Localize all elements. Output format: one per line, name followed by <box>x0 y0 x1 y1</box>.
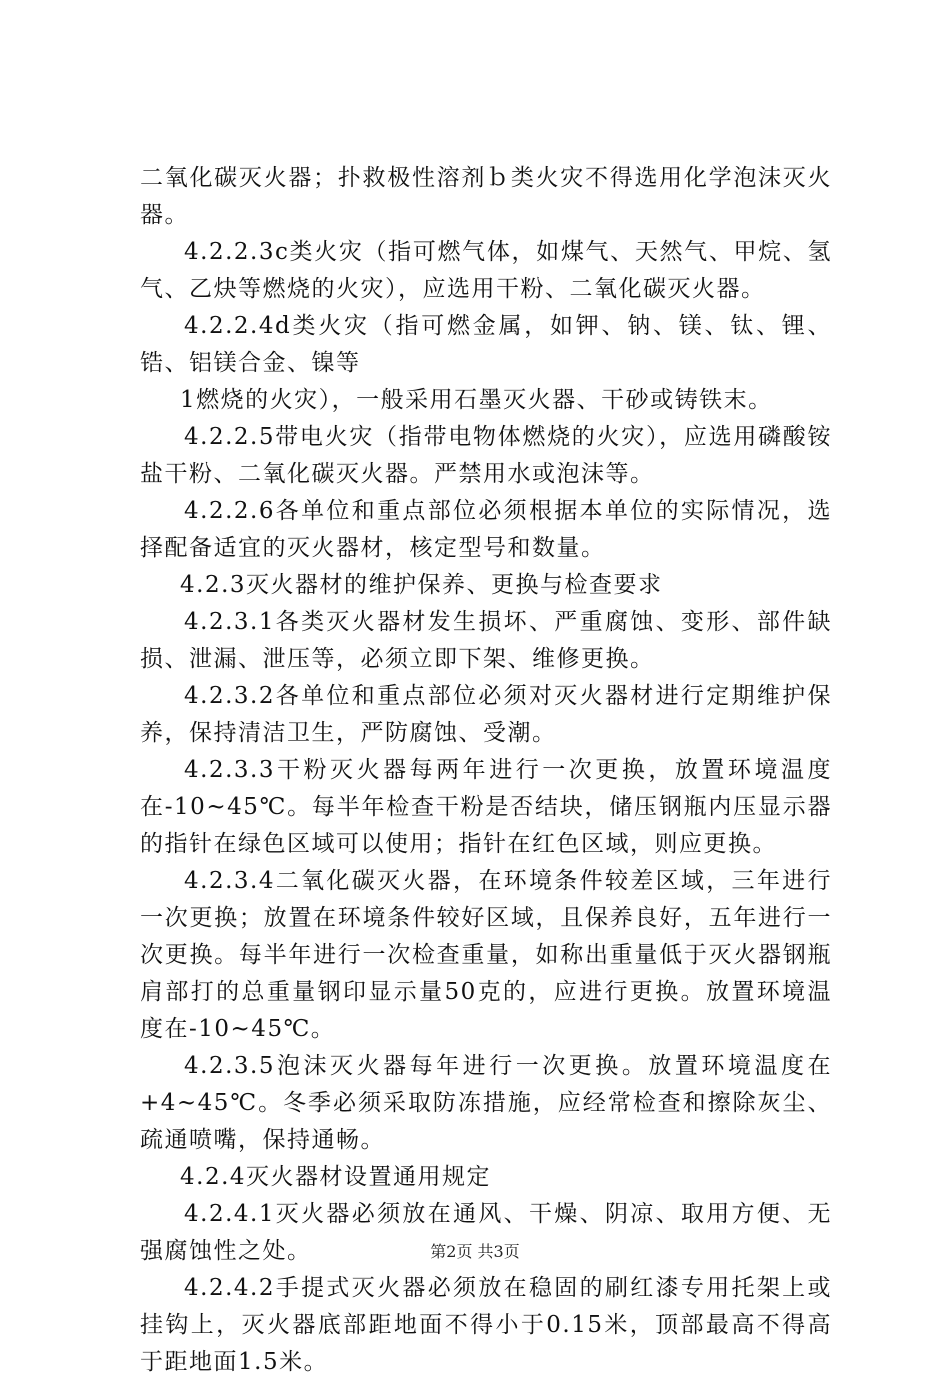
paragraph: 4.2.4.1灭火器必须放在通风、干燥、阴凉、取用方便、无强腐蚀性之处。 <box>140 1201 832 1264</box>
paragraph: 4.2.4.2手提式灭火器必须放在稳固的刷红漆专用托架上或挂钩上，灭火器底部距地面不得小于0.15米，顶部最高不得高于距地面1.5米。 <box>140 1275 832 1375</box>
paragraph: 4.2.3.1各类灭火器材发生损坏、严重腐蚀、变形、部件缺损、泄漏、泄压等，必须立即下架、维修更换。 <box>140 609 832 672</box>
section-heading: 4.2.4灭火器材设置通用规定 <box>180 1164 492 1190</box>
paragraph: 4.2.3.3干粉灭火器每两年进行一次更换，放置环境温度在-10~45℃。每半年检查干粉是否结块，储压钢瓶内压显示器的指针在绿色区域可以使用；指针在红色区域，则应更换。 <box>140 757 832 857</box>
paragraph: 二氧化碳灭火器；扑救极性溶剂ｂ类火灾不得选用化学泡沫灭火器。 <box>140 165 832 228</box>
section-heading: 4.2.3灭火器材的维护保养、更换与检查要求 <box>180 572 663 598</box>
page-number-footer: 第2页 共3页 <box>430 1242 520 1261</box>
paragraph: 4.2.3.5泡沫灭火器每年进行一次更换。放置环境温度在+4~45℃。冬季必须采取防冻措施，应经常检查和擦除灰尘、疏通喷嘴，保持通畅。 <box>140 1053 832 1153</box>
paragraph: 1燃烧的火灾），一般采用石墨灭火器、干砂或铸铁末。 <box>180 387 773 413</box>
paragraph: 4.2.2.4d类火灾（指可燃金属，如钾、钠、镁、钛、锂、锆、铝镁合金、镍等 <box>140 313 832 376</box>
paragraph: 4.2.2.5带电火灾（指带电物体燃烧的火灾），应选用磷酸铵盐干粉、二氧化碳灭火器。严禁用水或泡沫等。 <box>140 424 832 487</box>
paragraph: 4.2.3.4二氧化碳灭火器，在环境条件较差区域，三年进行一次更换；放置在环境条件较好区域，且保养良好，五年进行一次更换。每半年进行一次检查重量，如称出重量低于灭火器钢瓶肩部打的总重量钢印显示量50克的，应进行更换。放置环境温度在-10~45℃。 <box>140 868 832 1042</box>
paragraph: 4.2.2.3c类火灾（指可燃气体，如煤气、天然气、甲烷、氢气、乙炔等燃烧的火灾），应选用干粉、二氧化碳灭火器。 <box>140 239 832 302</box>
paragraph: 4.2.3.2各单位和重点部位必须对灭火器材进行定期维护保养，保持清洁卫生，严防腐蚀、受潮。 <box>140 683 832 746</box>
paragraph: 4.2.2.6各单位和重点部位必须根据本单位的实际情况，选择配备适宜的灭火器材，核定型号和数量。 <box>140 498 832 561</box>
